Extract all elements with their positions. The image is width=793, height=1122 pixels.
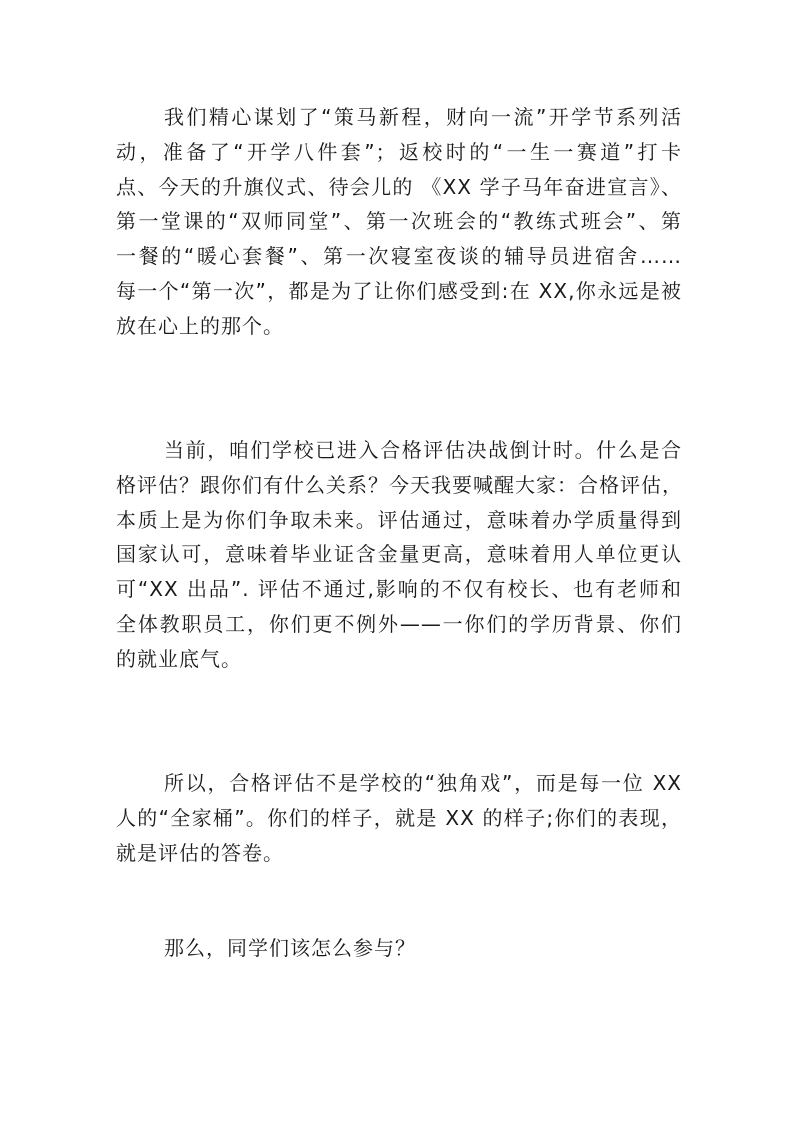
paragraph-line: 可“XX 出品”. 评估不通过,影响的不仅有校长、也有老师和 [116, 577, 682, 602]
paragraph-3 [116, 766, 682, 870]
paragraph-line: 每一个“第一次”，都是为了让你们感受到:在 XX,你永远是被 [116, 278, 682, 303]
paragraph-line: 点、今天的升旗仪式、待会儿的 《XX 学子马年奋进宣言》、 [116, 174, 682, 199]
paragraph-line: 一餐的“暖心套餐”、第一次寝室夜谈的辅导员进宿舍…… [116, 244, 682, 269]
paragraph-line: 所以，合格评估不是学校的“独角戏”，而是每一位 XX [164, 771, 682, 795]
paragraph-line: 格评估？跟你们有什么关系？今天我要喊醒大家：合格评估， [116, 472, 683, 497]
paragraph-line: 国家认可，意味着毕业证含金量更高，意味着用人单位更认 [116, 542, 682, 567]
paragraph-line: 人的“全家桶”。你们的样子，就是 XX 的样子;你们的表现， [116, 805, 682, 830]
paragraph-line: 全体教职员工，你们更不例外——一你们的学历背景、你们 [116, 611, 682, 636]
paragraph-line: 放在心上的那个。 [116, 313, 284, 338]
paragraph-1 [116, 100, 682, 344]
paragraph-line: 第一堂课的“双师同堂”、第一次班会的“教练式班会”、第 [116, 209, 682, 234]
paragraph-line: 我们精心谋划了“策马新程，财向一流”开学节系列活 [164, 105, 682, 129]
paragraph-line: 当前，咱们学校已进入合格评估决战倒计时。什么是合 [164, 438, 682, 462]
paragraph-line: 那么，同学们该怎么参与？ [164, 936, 416, 960]
paragraph-2 [116, 433, 682, 677]
paragraph-4 [116, 931, 682, 966]
paragraph-line: 本质上是为你们争取未来。评估通过，意味着办学质量得到 [116, 507, 682, 532]
paragraph-line: 的就业底气。 [116, 646, 242, 671]
paragraph-line: 动，准备了“开学八件套”；返校时的“一生一赛道”打卡 [116, 139, 682, 164]
paragraph-line: 就是评估的答卷。 [116, 840, 284, 865]
